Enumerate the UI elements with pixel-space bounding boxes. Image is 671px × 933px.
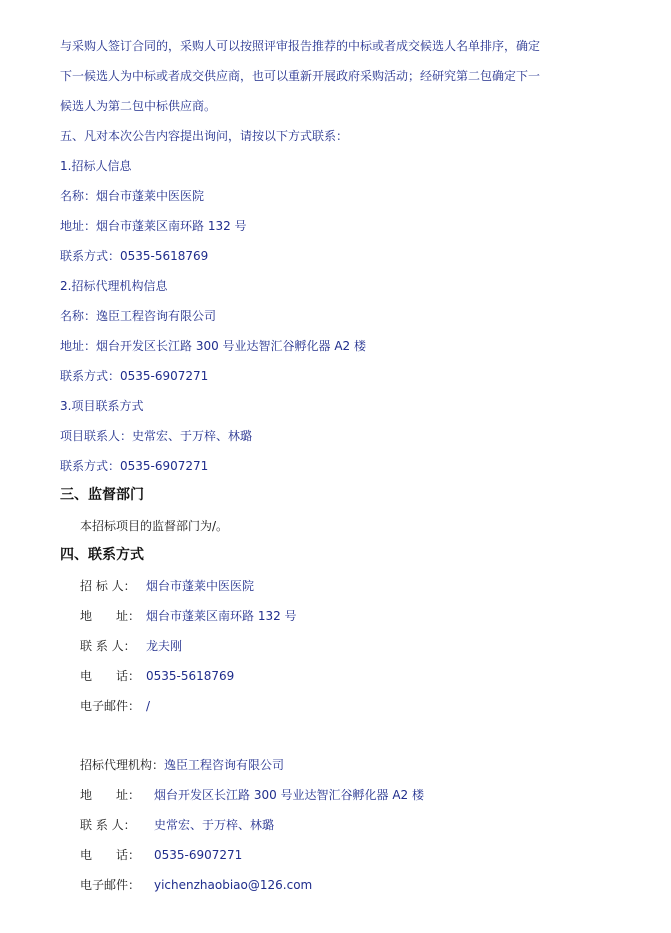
value-tenderer: 烟台市蓬莱中医医院 bbox=[146, 579, 255, 593]
value-agency: 逸臣工程咨询有限公司 bbox=[164, 758, 285, 772]
contact-agency-phone-row bbox=[80, 847, 651, 863]
label-agency-address: 地 址： bbox=[80, 788, 141, 802]
label-tenderer: 招 标 人： bbox=[80, 579, 136, 593]
contact-tenderer-row bbox=[80, 578, 651, 594]
contact-agency-address-row bbox=[80, 787, 651, 803]
value-person: 龙夫刚 bbox=[146, 639, 183, 653]
tenderer-contact: 联系方式：0535-5618769 bbox=[60, 249, 209, 263]
contact-tenderer-address-row bbox=[80, 608, 651, 624]
contact-title: 四、联系方式 bbox=[60, 547, 144, 563]
supervision-text: 本招标项目的监督部门为/。 bbox=[80, 519, 229, 533]
value-agency-person: 史常宏、于万梓、林璐 bbox=[154, 818, 275, 832]
tenderer-address: 地址：烟台市蓬莱区南环路 132 号 bbox=[60, 219, 247, 233]
agency-contact: 联系方式：0535-6907271 bbox=[60, 369, 209, 383]
tenderer-info-heading: 1.招标人信息 bbox=[60, 159, 132, 173]
agency-info-heading: 2.招标代理机构信息 bbox=[60, 279, 168, 293]
label-email: 电子邮件： bbox=[80, 699, 141, 713]
contact-agency-row bbox=[80, 757, 651, 773]
tenderer-name: 名称：烟台市蓬莱中医医院 bbox=[60, 189, 205, 203]
intro-line-1: 与采购人签订合同的，采购人可以按照评审报告推荐的中标或者成交候选人名单排序，确定 bbox=[60, 39, 541, 53]
value-agency-phone: 0535-6907271 bbox=[154, 848, 243, 862]
value-phone: 0535-5618769 bbox=[146, 669, 235, 683]
contact-tenderer-person-row bbox=[80, 638, 651, 654]
contact-agency-email-row bbox=[80, 877, 651, 893]
value-address: 烟台市蓬莱区南环路 132 号 bbox=[146, 609, 297, 623]
intro-line-3: 候选人为第二包中标供应商。 bbox=[60, 99, 217, 113]
contact-tenderer-email-row bbox=[80, 698, 651, 714]
agency-name: 名称：逸臣工程咨询有限公司 bbox=[60, 309, 217, 323]
label-agency-person: 联 系 人： bbox=[80, 818, 136, 832]
label-phone: 电 话： bbox=[80, 669, 141, 683]
label-agency: 招标代理机构： bbox=[80, 758, 165, 772]
project-contact-heading: 3.项目联系方式 bbox=[60, 399, 144, 413]
value-agency-email[interactable]: yichenzhaobiao@126.com bbox=[154, 878, 313, 892]
agency-address: 地址：烟台开发区长江路 300 号业达智汇谷孵化器 A2 楼 bbox=[60, 339, 367, 353]
project-contact-phone: 联系方式：0535-6907271 bbox=[60, 459, 209, 473]
contact-agency-person-row bbox=[80, 817, 651, 833]
section5-title: 五、凡对本次公告内容提出询问，请按以下方式联系： bbox=[60, 129, 349, 143]
supervision-title: 三、监督部门 bbox=[60, 487, 144, 503]
label-agency-email: 电子邮件： bbox=[80, 878, 141, 892]
value-agency-address: 烟台开发区长江路 300 号业达智汇谷孵化器 A2 楼 bbox=[154, 788, 425, 802]
project-contact-person: 项目联系人：史常宏、于万梓、林璐 bbox=[60, 429, 253, 443]
label-agency-phone: 电 话： bbox=[80, 848, 141, 862]
intro-line-2: 下一候选人为中标或者成交供应商，也可以重新开展政府采购活动；经研究第二包确定下一 bbox=[60, 69, 541, 83]
contact-tenderer-phone-row bbox=[80, 668, 651, 684]
label-address: 地 址： bbox=[80, 609, 141, 623]
value-email: / bbox=[146, 699, 151, 713]
label-person: 联 系 人： bbox=[80, 639, 136, 653]
